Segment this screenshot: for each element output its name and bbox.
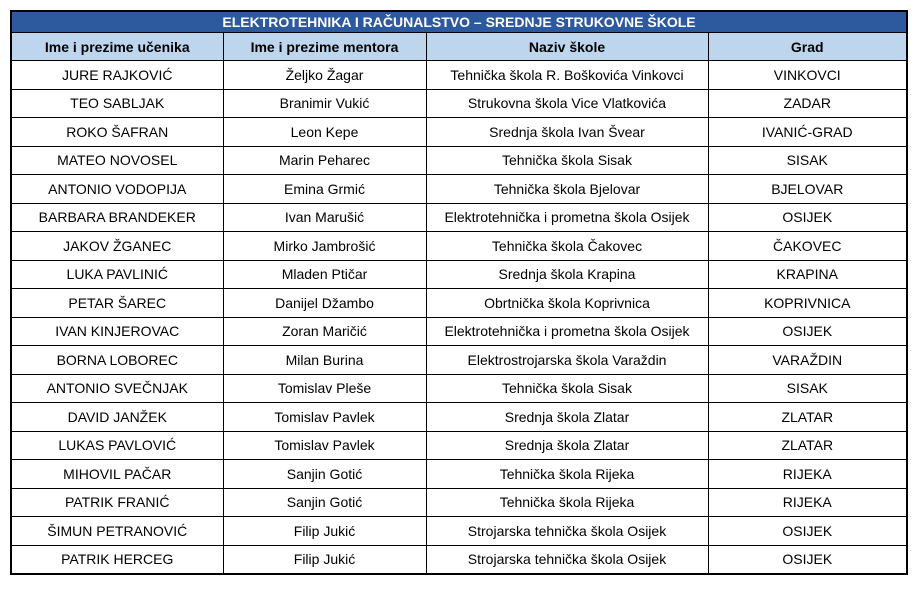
school-name-cell: Srednja škola Ivan Švear (426, 118, 708, 147)
mentor-name-cell: Željko Žagar (223, 61, 426, 90)
table-row (11, 146, 907, 175)
school-name-cell: Tehnička škola R. Boškovića Vinkovci (426, 61, 708, 90)
student-name-cell: ROKO ŠAFRAN (11, 118, 223, 147)
mentor-name-cell: Zoran Maričić (223, 317, 426, 346)
city-cell: VARAŽDIN (708, 346, 907, 375)
city-cell: OSIJEK (708, 317, 907, 346)
school-name-cell: Elektrotehnička i prometna škola Osijek (426, 317, 708, 346)
student-name-cell: ŠIMUN PETRANOVIĆ (11, 517, 223, 546)
school-name-cell: Tehnička škola Čakovec (426, 232, 708, 261)
table-row (11, 431, 907, 460)
table-row (11, 289, 907, 318)
city-cell: ZADAR (708, 89, 907, 118)
table-row (11, 61, 907, 90)
student-name-cell: PETAR ŠAREC (11, 289, 223, 318)
mentor-name-cell: Filip Jukić (223, 545, 426, 574)
mentor-name-cell: Filip Jukić (223, 517, 426, 546)
table-row (11, 175, 907, 204)
city-cell: KOPRIVNICA (708, 289, 907, 318)
student-name-cell: PATRIK FRANIĆ (11, 488, 223, 517)
school-name-cell: Strojarska tehnička škola Osijek (426, 517, 708, 546)
table-header-row (11, 33, 907, 61)
table-row (11, 232, 907, 261)
city-cell: OSIJEK (708, 203, 907, 232)
mentor-name-cell: Mladen Ptičar (223, 260, 426, 289)
student-name-cell: ANTONIO VODOPIJA (11, 175, 223, 204)
table-title: ELEKTROTEHNIKA I RAČUNALSTVO – SREDNJE STRUKOVNE ŠKOLE (11, 11, 907, 33)
mentor-name-cell: Branimir Vukić (223, 89, 426, 118)
city-cell: VINKOVCI (708, 61, 907, 90)
results-table (10, 10, 908, 575)
table-row (11, 317, 907, 346)
student-name-cell: DAVID JANŽEK (11, 403, 223, 432)
city-cell: RIJEKA (708, 488, 907, 517)
table-row (11, 460, 907, 489)
column-header-mentor: Ime i prezime mentora (223, 33, 426, 61)
student-name-cell: JURE RAJKOVIĆ (11, 61, 223, 90)
city-cell: BJELOVAR (708, 175, 907, 204)
city-cell: ZLATAR (708, 431, 907, 460)
mentor-name-cell: Emina Grmić (223, 175, 426, 204)
mentor-name-cell: Ivan Marušić (223, 203, 426, 232)
table-row (11, 374, 907, 403)
school-name-cell: Tehnička škola Rijeka (426, 488, 708, 517)
city-cell: OSIJEK (708, 517, 907, 546)
table-row (11, 403, 907, 432)
student-name-cell: LUKA PAVLINIĆ (11, 260, 223, 289)
table-row (11, 488, 907, 517)
city-cell: ZLATAR (708, 403, 907, 432)
school-name-cell: Srednja škola Zlatar (426, 431, 708, 460)
table-row (11, 545, 907, 574)
city-cell: RIJEKA (708, 460, 907, 489)
student-name-cell: MIHOVIL PAČAR (11, 460, 223, 489)
student-name-cell: IVAN KINJEROVAC (11, 317, 223, 346)
table-row (11, 260, 907, 289)
student-name-cell: PATRIK HERCEG (11, 545, 223, 574)
mentor-name-cell: Milan Burina (223, 346, 426, 375)
school-name-cell: Strojarska tehnička škola Osijek (426, 545, 708, 574)
school-name-cell: Elektrostrojarska škola Varaždin (426, 346, 708, 375)
mentor-name-cell: Tomislav Pavlek (223, 431, 426, 460)
city-cell: KRAPINA (708, 260, 907, 289)
table-row (11, 89, 907, 118)
student-name-cell: ANTONIO SVEČNJAK (11, 374, 223, 403)
student-name-cell: BARBARA BRANDEKER (11, 203, 223, 232)
city-cell: SISAK (708, 374, 907, 403)
school-name-cell: Tehnička škola Bjelovar (426, 175, 708, 204)
student-name-cell: TEO SABLJAK (11, 89, 223, 118)
table-title-row (11, 11, 907, 33)
mentor-name-cell: Sanjin Gotić (223, 488, 426, 517)
column-header-city: Grad (708, 33, 907, 61)
school-name-cell: Elektrotehnička i prometna škola Osijek (426, 203, 708, 232)
school-name-cell: Tehnička škola Sisak (426, 146, 708, 175)
school-name-cell: Srednja škola Zlatar (426, 403, 708, 432)
school-name-cell: Tehnička škola Rijeka (426, 460, 708, 489)
student-name-cell: LUKAS PAVLOVIĆ (11, 431, 223, 460)
city-cell: IVANIĆ-GRAD (708, 118, 907, 147)
mentor-name-cell: Mirko Jambrošić (223, 232, 426, 261)
student-name-cell: JAKOV ŽGANEC (11, 232, 223, 261)
student-name-cell: MATEO NOVOSEL (11, 146, 223, 175)
city-cell: OSIJEK (708, 545, 907, 574)
mentor-name-cell: Tomislav Pavlek (223, 403, 426, 432)
city-cell: ČAKOVEC (708, 232, 907, 261)
student-name-cell: BORNA LOBOREC (11, 346, 223, 375)
school-name-cell: Strukovna škola Vice Vlatkovića (426, 89, 708, 118)
column-header-student: Ime i prezime učenika (11, 33, 223, 61)
mentor-name-cell: Marin Peharec (223, 146, 426, 175)
school-name-cell: Obrtnička škola Koprivnica (426, 289, 708, 318)
school-name-cell: Tehnička škola Sisak (426, 374, 708, 403)
city-cell: SISAK (708, 146, 907, 175)
table-row (11, 346, 907, 375)
school-name-cell: Srednja škola Krapina (426, 260, 708, 289)
column-header-school: Naziv škole (426, 33, 708, 61)
table-row (11, 203, 907, 232)
mentor-name-cell: Leon Kepe (223, 118, 426, 147)
mentor-name-cell: Tomislav Pleše (223, 374, 426, 403)
mentor-name-cell: Sanjin Gotić (223, 460, 426, 489)
mentor-name-cell: Danijel Džambo (223, 289, 426, 318)
table-row (11, 118, 907, 147)
table-body (11, 61, 907, 575)
table-row (11, 517, 907, 546)
